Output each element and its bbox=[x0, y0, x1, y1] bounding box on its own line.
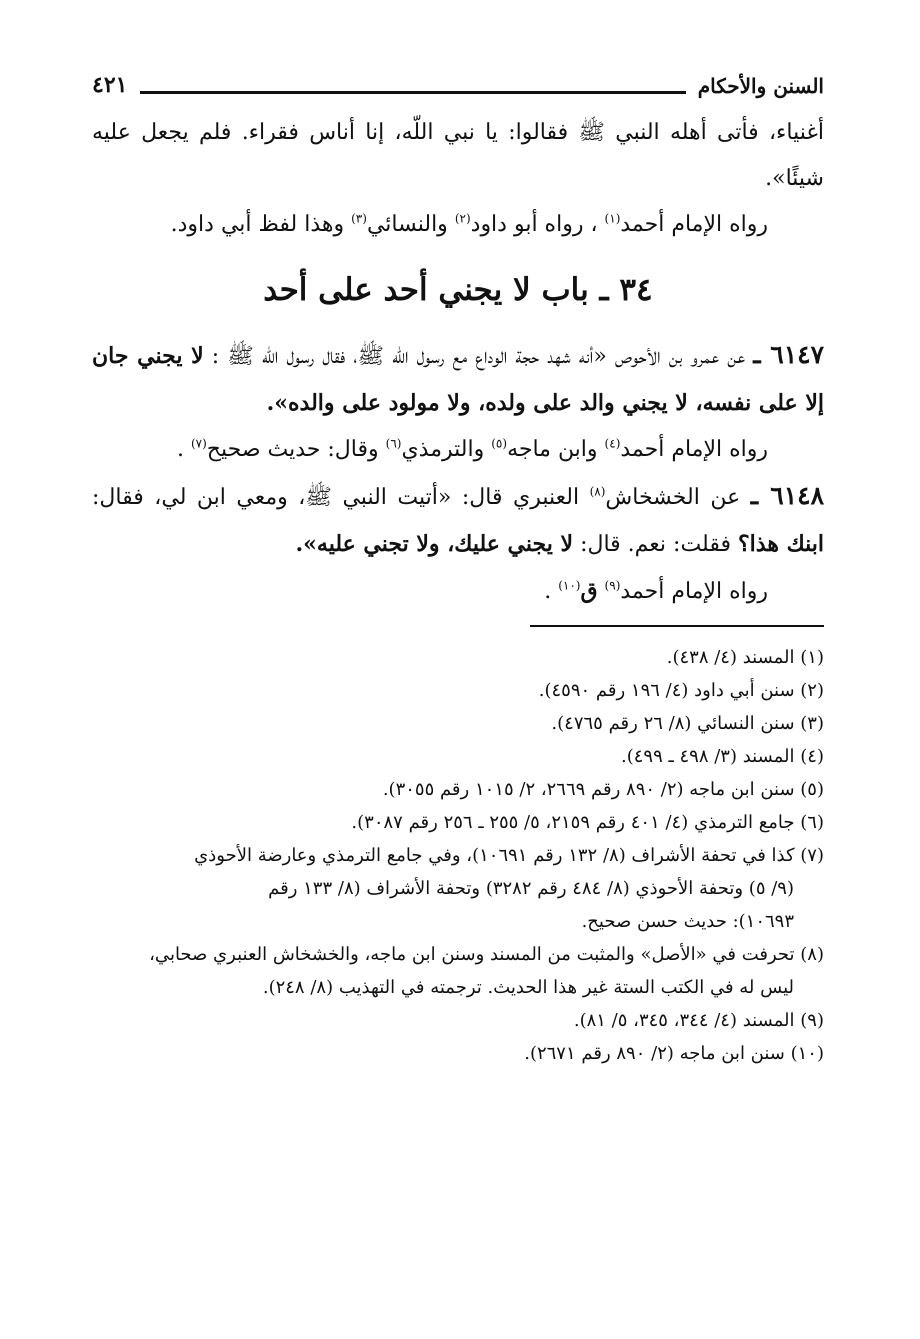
footnote-mark[interactable]: (١٠) bbox=[558, 578, 581, 593]
hadith-text: فقلت: نعم. قال: bbox=[580, 532, 731, 557]
footnote-5: (٥) سنن ابن ماجه (٢/ ٨٩٠ رقم ٢٦٦٩، ٢/ ١٠١٥ رقم ٣٠٥٥). bbox=[382, 779, 824, 800]
main-text bbox=[92, 110, 824, 615]
footnote-mark[interactable]: (٧) bbox=[190, 436, 207, 451]
header-rule bbox=[140, 91, 686, 94]
footnote-10: (١٠) سنن ابن ماجه (٢/ ٨٩٠ رقم ٢٦٧١). bbox=[524, 1043, 824, 1064]
footnote-mark[interactable]: (١) bbox=[604, 211, 621, 226]
hadith-number: ٦١٤٨ ـ bbox=[750, 481, 824, 510]
attribution-text: رواه الإمام أحمد bbox=[620, 212, 768, 237]
footnote-line: (٧) كذا في تحفة الأشراف (٨/ ١٣٢ رقم ١٠٦٩١)، وفي جامع الترمذي وعارضة الأحوذي bbox=[194, 845, 824, 866]
attribution-text: والنسائي bbox=[366, 212, 448, 237]
footnote-line: (٨) تحرفت في «الأصل» والمثبت من المسند وسنن ابن ماجه، والخشخاش العنبري صحابي، bbox=[149, 944, 824, 965]
footnote-9: (٩) المسند (٤/ ٣٤٤، ٣٤٥، ٥/ ٨١). bbox=[573, 1010, 824, 1031]
footnote-line: ليس له في الكتب الستة غير هذا الحديث. ترجمته في التهذيب (٨/ ٢٤٨). bbox=[262, 977, 794, 998]
hadith-attribution bbox=[92, 202, 824, 248]
footnote-line: ١٠٦٩٣): حديث حسن صحيح. bbox=[581, 911, 794, 932]
attribution-text: والترمذي bbox=[401, 437, 485, 462]
hadith-text-bold: لا يجني عليك، ولا تجني عليه bbox=[316, 531, 574, 557]
attribution-text: وقال: حديث صحيح bbox=[206, 437, 379, 462]
hadith-attribution bbox=[92, 427, 824, 473]
attribution-text: رواه الإمام أحمد bbox=[620, 437, 768, 462]
hadith-text-bold: لا يجني جان إلا على نفسه، لا يجني والد على ولده، ولا مولود على والده bbox=[92, 343, 824, 416]
hadith-attribution bbox=[92, 568, 824, 615]
footnote-8 bbox=[92, 938, 824, 1004]
footnote-line: (٩/ ٥) وتحفة الأحوذي (٨/ ٤٨٤ رقم ٣٢٨٢) وتحفة الأشراف (٨/ ١٣٣ رقم bbox=[268, 878, 794, 899]
footnote-mark[interactable]: (٤) bbox=[604, 436, 621, 451]
hadith-text: عن عمرو بن الأحوص «أنه شهد حجة الوداع مع رسول اللّه ﷺ، فقال رسول اللّه ﷺ : bbox=[211, 344, 746, 369]
footnote-mark[interactable]: (٩) bbox=[604, 578, 621, 593]
page-number: ٤٢١ bbox=[92, 72, 128, 98]
attribution-text: رواه الإمام أحمد bbox=[620, 579, 768, 604]
footnote-mark[interactable]: (٥) bbox=[491, 436, 508, 451]
footnote-mark[interactable]: (٢) bbox=[454, 211, 471, 226]
attribution-text: ، رواه أبو داود bbox=[470, 212, 598, 237]
book-page bbox=[92, 70, 824, 1070]
hadith-text-end: ». bbox=[295, 531, 317, 557]
attribution-text: . bbox=[176, 437, 184, 462]
hadith-6148 bbox=[92, 473, 824, 568]
hadith-text-bold: ابنك هذا؟ bbox=[737, 531, 824, 557]
attribution-text: وهذا لفظ أبي داود. bbox=[170, 212, 345, 237]
attribution-text: وابن ماجه bbox=[507, 437, 598, 462]
footnote-6: (٦) جامع الترمذي (٤/ ٤٠١ رقم ٢١٥٩، ٥/ ٢٥٥ ـ ٢٥٦ رقم ٣٠٨٧). bbox=[351, 812, 824, 833]
chapter-heading: ٣٤ ـ باب لا يجني أحد على أحد bbox=[263, 272, 653, 308]
hadith-text-end: ». bbox=[266, 390, 289, 416]
footnote-7 bbox=[92, 839, 824, 938]
page-header bbox=[92, 70, 824, 110]
footnote-mark[interactable]: (٦) bbox=[385, 436, 402, 451]
footnote-3: (٣) سنن النسائي (٨/ ٢٦ رقم ٤٧٦٥). bbox=[551, 713, 824, 734]
footnote-mark[interactable]: (٣) bbox=[351, 211, 367, 226]
footnote-1: (١) المسند (٤/ ٤٣٨). bbox=[666, 647, 824, 668]
footnote-mark[interactable]: (٨) bbox=[589, 484, 606, 499]
hadith-text: عن الخشخاش bbox=[605, 485, 741, 510]
grading-mark: ق bbox=[580, 578, 598, 604]
footnotes bbox=[92, 641, 824, 1070]
hadith-number: ٦١٤٧ ـ bbox=[753, 340, 824, 369]
footnote-4: (٤) المسند (٣/ ٤٩٨ ـ ٤٩٩). bbox=[621, 746, 824, 767]
hadith-continuation: أغنياء، فأتى أهله النبي ﷺ فقالوا: يا نبي اللّه، إنا أناس فقراء. فلم يجعل عليه شيئًا». bbox=[92, 120, 824, 191]
running-title: السنن والأحكام bbox=[697, 74, 824, 98]
hadith-text: العنبري قال: «أتيت النبي ﷺ، ومعي ابن لي، فقال: bbox=[92, 485, 580, 510]
hadith-6147 bbox=[92, 332, 824, 427]
attribution-text: . bbox=[544, 579, 552, 604]
footnote-separator bbox=[530, 625, 824, 627]
footnote-2: (٢) سنن أبي داود (٤/ ١٩٦ رقم ٤٥٩٠). bbox=[538, 680, 824, 701]
